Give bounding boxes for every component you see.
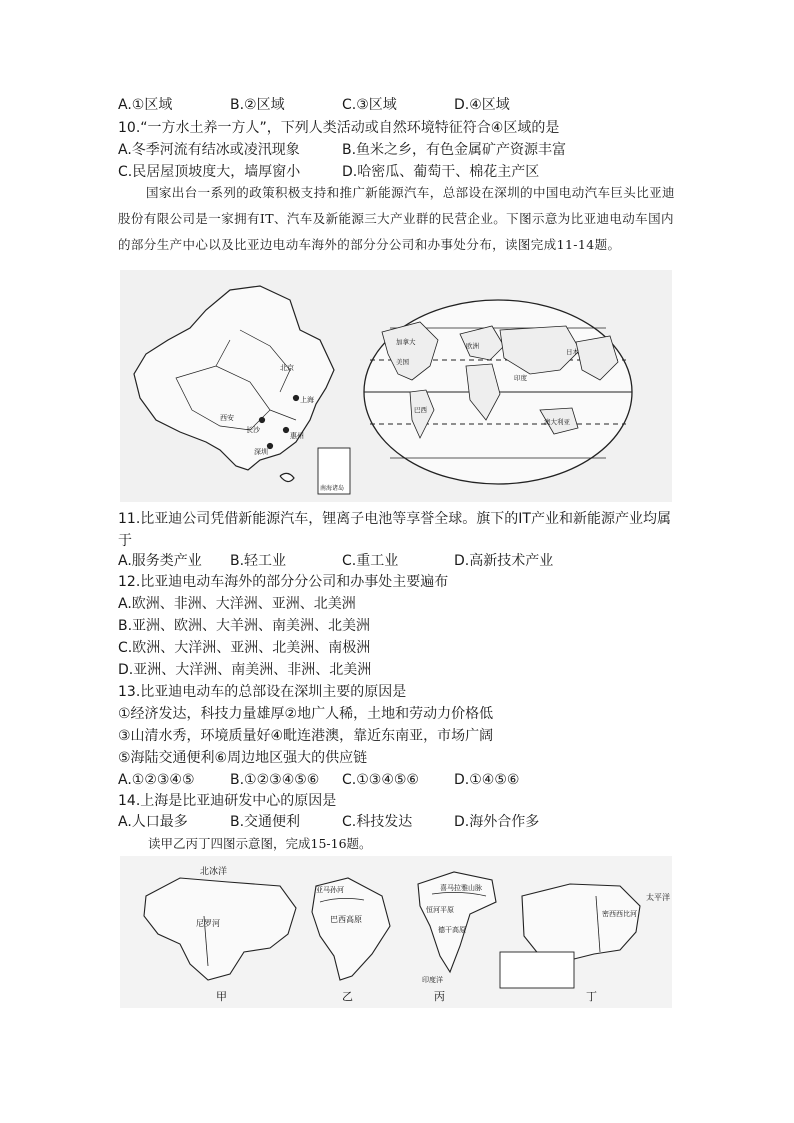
q14-option-b[interactable]: B.交通便利 xyxy=(230,814,301,830)
panel-label-yi: 乙 xyxy=(342,990,353,1003)
q12-option-b[interactable]: B.亚洲、欧洲、大羊洲、南美洲、北美洲 xyxy=(118,618,371,634)
q10-options-row1 xyxy=(118,141,678,159)
passage-byd: 国家出台一系列的政策积极支持和推广新能源汽车，总部设在深圳的中国电动汽车巨头比亚迪股份有限公司是一家拥有IT、汽车及新能源三大产业群的民营企业。下图示意为比亚迪电动车国内的部分生产中心以及比亚边电动车海外的部分分公司和办事处分布，读图完成11-14题。 xyxy=(118,185,675,252)
china-label-6: 南海诸岛 xyxy=(320,485,345,492)
q14-option-a[interactable]: A.人口最多 xyxy=(118,814,188,830)
q14-option-c[interactable]: C.科技发达 xyxy=(342,814,413,830)
label-deccan: 德干高原 xyxy=(438,926,466,934)
q12-stem: 12.比亚迪电动车海外的部分分公司和办事处主要遍布 xyxy=(118,574,449,590)
q13-statement-2: ③山清水秀，环境质量好④毗连港澳，靠近东南亚，市场广阔 xyxy=(118,728,494,744)
q11-stem: 11.比亚迪公司凭借新能源汽车，锂离子电池等享誉全球。旗下的IT产业和新能源产业均属于 xyxy=(118,511,671,549)
q9-option-b[interactable]: B.②区域 xyxy=(230,97,285,113)
q14-option-d[interactable]: D.海外合作多 xyxy=(454,814,540,830)
q13-option-d[interactable]: D.①④⑤⑥ xyxy=(454,772,520,788)
q13-stem: 13.比亚迪电动车的总部设在深圳主要的原因是 xyxy=(118,684,407,700)
world-label-3: 日本 xyxy=(566,348,579,356)
q9-option-a[interactable]: A.①区域 xyxy=(118,97,173,113)
byd-distribution-figure xyxy=(120,270,672,502)
panel-label-bing: 丙 xyxy=(434,990,445,1003)
china-label-4: 北京 xyxy=(280,364,294,372)
q13-option-b[interactable]: B.①②③④⑤⑥ xyxy=(230,772,320,788)
q9-options xyxy=(118,96,678,114)
q13-statement-3: ⑤海陆交通便利⑥周边地区强大的供应链 xyxy=(118,750,368,766)
label-himalaya: 喜马拉雅山脉 xyxy=(440,884,482,892)
q10-option-d[interactable]: D.哈密瓜、葡萄干、棉花主产区 xyxy=(342,164,540,180)
four-regions-figure xyxy=(120,856,672,1008)
q10-stem: 10.“一方水土养一方人”，下列人类活动或自然环境特征符合④区域的是 xyxy=(118,120,560,136)
china-label-1: 长沙 xyxy=(246,426,260,434)
china-label-5: 惠州 xyxy=(290,432,304,440)
world-label-0: 加拿大 xyxy=(396,338,416,346)
label-amazon: 亚马孙河 xyxy=(316,886,344,894)
label-mississippi: 密西西比河 xyxy=(602,910,637,918)
q12-option-a[interactable]: A.欧洲、非洲、大洋洲、亚洲、北美洲 xyxy=(118,596,356,612)
q9-option-c[interactable]: C.③区域 xyxy=(342,97,397,113)
q11-option-d[interactable]: D.高新技术产业 xyxy=(454,553,554,569)
q9-option-d[interactable]: D.④区域 xyxy=(454,97,510,113)
label-brazil: 巴西高原 xyxy=(330,915,362,924)
q13-option-c[interactable]: C.①③④⑤⑥ xyxy=(342,772,419,788)
world-label-6: 欧洲 xyxy=(466,342,479,350)
q10-options-row2 xyxy=(118,163,678,181)
china-map xyxy=(134,286,350,494)
label-ganges: 恒河平原 xyxy=(426,906,454,914)
byd-maps-svg xyxy=(120,270,672,502)
four-regions-svg xyxy=(120,856,672,1008)
world-label-2: 巴西 xyxy=(414,406,427,414)
q13-options xyxy=(118,771,678,789)
q14-stem: 14.上海是比亚迪研发中心的原因是 xyxy=(118,793,337,809)
panel-label-jia: 甲 xyxy=(216,990,227,1003)
q10-option-c[interactable]: C.民居屋顶坡度大，墙厚窗小 xyxy=(118,164,301,180)
china-label-3: 上海 xyxy=(300,396,314,404)
china-label-2: 深圳 xyxy=(254,448,268,456)
china-label-0: 西安 xyxy=(220,414,234,422)
q11-option-b[interactable]: B.轻工业 xyxy=(230,553,287,569)
label-arctic: 北冰洋 xyxy=(200,867,228,877)
q13-statement-1: ①经济发达，科技力量雄厚②地广人稀，土地和劳动力价格低 xyxy=(118,706,494,722)
world-label-1: 美国 xyxy=(396,358,409,366)
panel-label-ding: 丁 xyxy=(586,990,597,1003)
q11-option-c[interactable]: C.重工业 xyxy=(342,553,399,569)
label-indian: 印度洋 xyxy=(422,976,443,984)
world-map xyxy=(364,300,632,484)
panel-ding-outline xyxy=(522,884,640,960)
label-nile: 尼罗河 xyxy=(196,919,220,928)
label-pacific: 太平洋 xyxy=(646,893,670,902)
passage-four-maps: 读甲乙丙丁四图示意图，完成15-16题。 xyxy=(148,836,372,851)
q10-option-b[interactable]: B.鱼米之乡，有色金属矿产资源丰富 xyxy=(342,142,567,158)
q11-options xyxy=(118,552,678,570)
world-label-5: 澳大利亚 xyxy=(544,418,570,426)
panel-jia-outline xyxy=(144,878,296,980)
q12-option-d[interactable]: D.亚洲、大洋洲、南美洲、非洲、北美洲 xyxy=(118,662,372,678)
q10-option-a[interactable]: A.冬季河流有结冰或凌汛现象 xyxy=(118,142,300,158)
q13-option-a[interactable]: A.①②③④⑤ xyxy=(118,772,195,788)
q14-options xyxy=(118,813,678,831)
world-label-4: 印度 xyxy=(514,374,527,382)
q12-option-c[interactable]: C.欧洲、大洋洲、亚洲、北美洲、南极洲 xyxy=(118,640,371,656)
q11-option-a[interactable]: A.服务类产业 xyxy=(118,553,202,569)
